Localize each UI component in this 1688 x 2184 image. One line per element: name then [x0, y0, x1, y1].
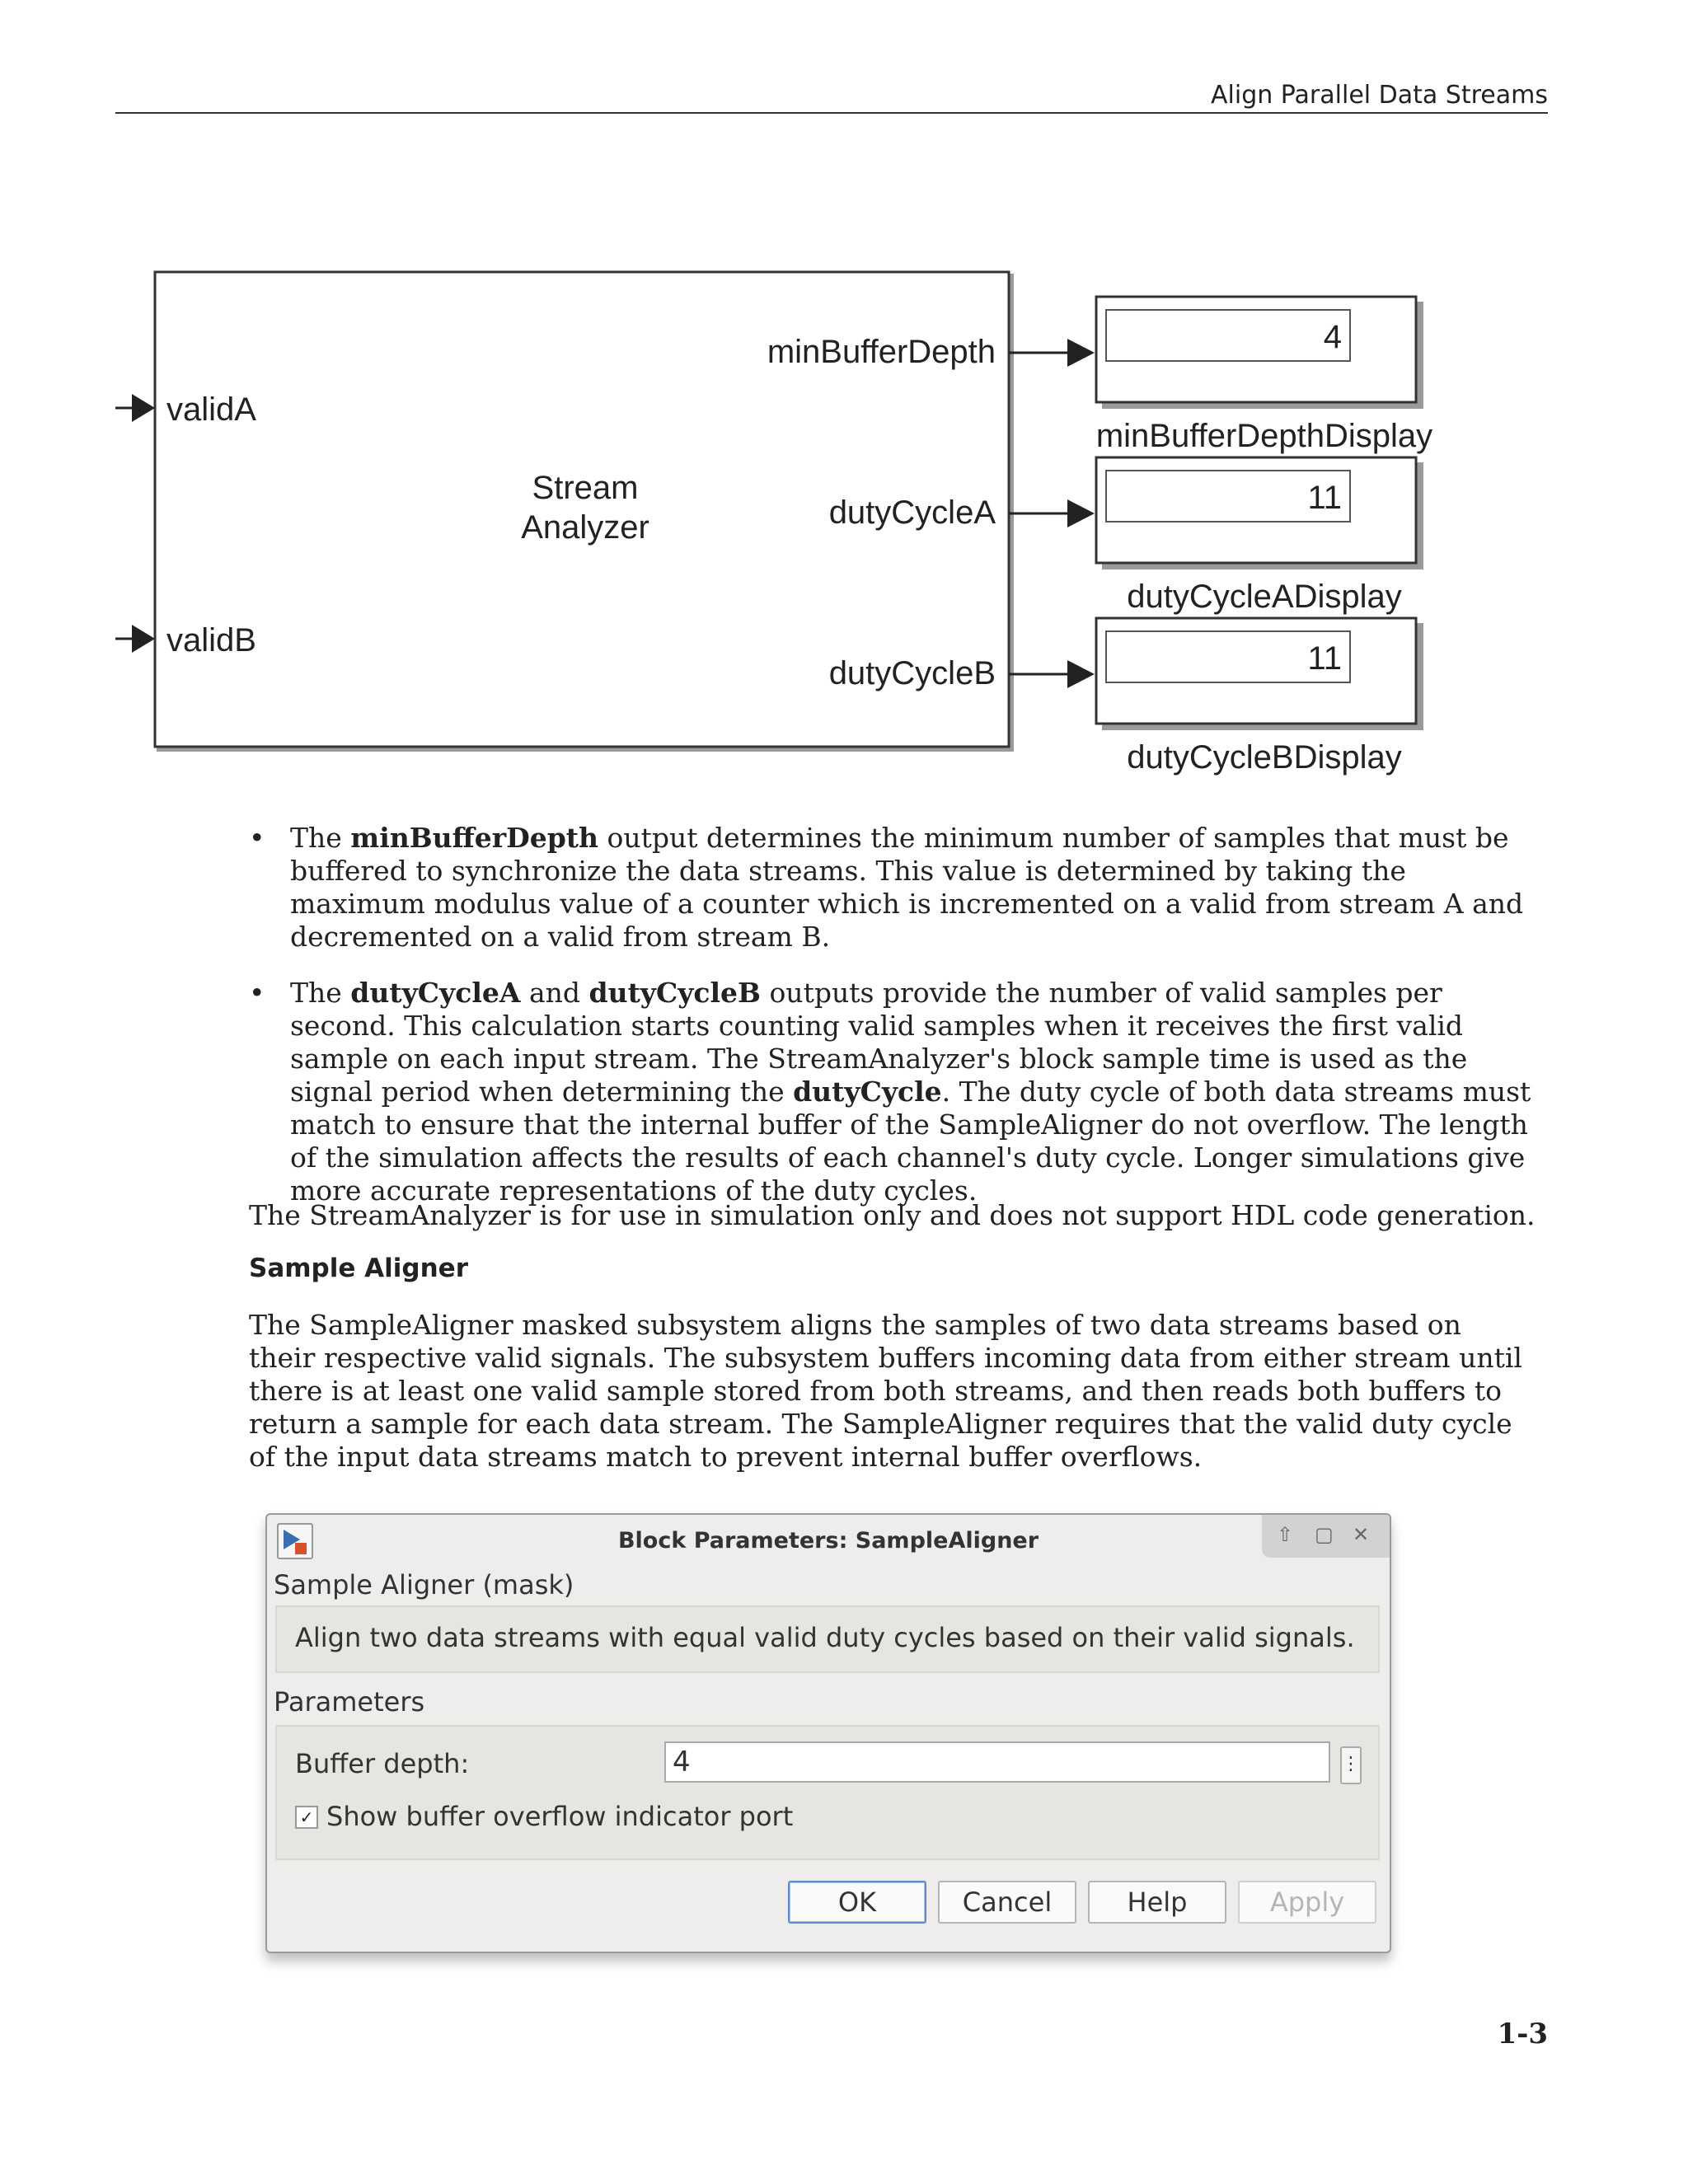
dialog-title: Block Parameters: SampleAligner	[617, 1528, 1039, 1554]
bullet-bold-term: dutyCycleB	[588, 977, 761, 1009]
input-port-validA: validA	[166, 391, 256, 428]
overflow-indicator-label[interactable]: Show buffer overflow indicator port	[326, 1801, 794, 1832]
ok-button[interactable]: OK	[788, 1881, 926, 1924]
dialog-titlebar[interactable]	[267, 1515, 1390, 1563]
input-port-validB: validB	[166, 622, 256, 658]
buffer-depth-input[interactable]	[664, 1741, 1330, 1783]
display-value-minBufferDepth: 4	[1323, 319, 1342, 355]
bullet-bold-term: dutyCycle	[793, 1076, 942, 1108]
output-port-dutyCycleB: dutyCycleB	[828, 655, 996, 691]
window-up-icon[interactable]: ⇧	[1277, 1523, 1294, 1546]
output-port-minBufferDepth: minBufferDepth	[767, 334, 996, 370]
bullet-text: The	[290, 977, 351, 1009]
running-header: Align Parallel Data Streams	[1211, 81, 1548, 110]
bullet-dot: •	[249, 977, 265, 1009]
output-port-dutyCycleA: dutyCycleA	[828, 494, 996, 531]
stream-analyzer-diagram	[107, 264, 1459, 791]
input-arrow-validA	[132, 394, 155, 422]
display-name-minBufferDepth: minBufferDepthDisplay	[1095, 418, 1433, 454]
block-name-line2: Analyzer	[521, 509, 649, 546]
block-parameters-dialog	[265, 1513, 1391, 1953]
bullet-text: outputs provide the number of valid samples per second. This calculation starts counting valid samples when it receives the first valid sample on each input stream. The StreamAnalyzer's block sample time is used as the signal period when determining the	[290, 977, 1468, 1108]
window-close-icon[interactable]: ✕	[1353, 1523, 1370, 1546]
display-value-dutyCycleB: 11	[1307, 640, 1342, 677]
parameters-group	[275, 1725, 1380, 1860]
input-arrow-validB	[132, 625, 155, 653]
cancel-button[interactable]: Cancel	[938, 1881, 1076, 1924]
display-name-dutyCycleB: dutyCycleBDisplay	[1127, 739, 1402, 776]
header-rule	[115, 112, 1548, 114]
bullet-text: output determines the minimum number of samples that must be buffered to synchronize the data streams. This value is determined by taking the maximum modulus value of a counter which is incremented on a valid from stream A and decremented on a valid from stream B.	[290, 822, 1524, 953]
paragraph-hdl-note: The StreamAnalyzer is for use in simulation only and does not support HDL code generation.	[249, 1199, 1536, 1231]
bullet-dot: •	[249, 822, 265, 854]
bullet-list	[249, 822, 1535, 1230]
display-value-dutyCycleA: 11	[1307, 480, 1342, 516]
bullet-bold-term: dutyCycleA	[350, 977, 521, 1009]
signal-arrow-dutyCycleB	[1067, 660, 1095, 688]
signal-arrow-minBufferDepth	[1067, 339, 1095, 367]
bullet-duty-cycle	[249, 977, 1535, 1207]
mask-description-box	[275, 1605, 1380, 1673]
paragraph-sample-aligner: The SampleAligner masked subsystem aligns the samples of two data streams based on their respective valid signals. The subsystem buffers incoming data from either stream until there is at least one valid sample stored from both streams, and then reads both buffers to return a sample for each data stream. The SampleAligner requires that the valid duty cycle of the input data streams match to prevent internal buffer overflows.	[249, 1309, 1522, 1473]
block-name-line1: Stream	[532, 470, 639, 506]
help-button[interactable]: Help	[1088, 1881, 1226, 1924]
bullet-text: The	[290, 822, 351, 854]
apply-button[interactable]: Apply	[1238, 1881, 1376, 1924]
more-options-icon[interactable]: ⋮	[1340, 1746, 1362, 1784]
parameters-label: Parameters	[274, 1686, 425, 1718]
display-field-minBufferDepth	[1106, 310, 1350, 361]
section-heading: Sample Aligner	[249, 1254, 468, 1283]
window-restore-icon[interactable]: ▢	[1315, 1523, 1334, 1546]
buffer-depth-label: Buffer depth:	[295, 1748, 470, 1779]
overflow-indicator-checkbox[interactable]: ✓	[295, 1806, 318, 1829]
bullet-text: and	[520, 977, 589, 1009]
display-name-dutyCycleA: dutyCycleADisplay	[1127, 579, 1402, 615]
mask-label: Sample Aligner (mask)	[274, 1569, 574, 1601]
mask-description: Align two data streams with equal valid duty cycles based on their valid signals.	[295, 1622, 1355, 1653]
bullet-min-buffer-depth	[249, 822, 1535, 954]
page-number: 1-3	[1497, 2018, 1548, 2050]
window-controls	[1262, 1515, 1390, 1558]
signal-arrow-dutyCycleA	[1067, 499, 1095, 527]
bullet-bold-term: minBufferDepth	[350, 822, 599, 854]
bullet-text: . The duty cycle of both data streams must match to ensure that the internal buffer of the SampleAligner do not overflow. The length of the simulation affects the results of each channel's duty cycle. Longer simulations give more accurate representations of the duty cycles.	[290, 1076, 1531, 1207]
